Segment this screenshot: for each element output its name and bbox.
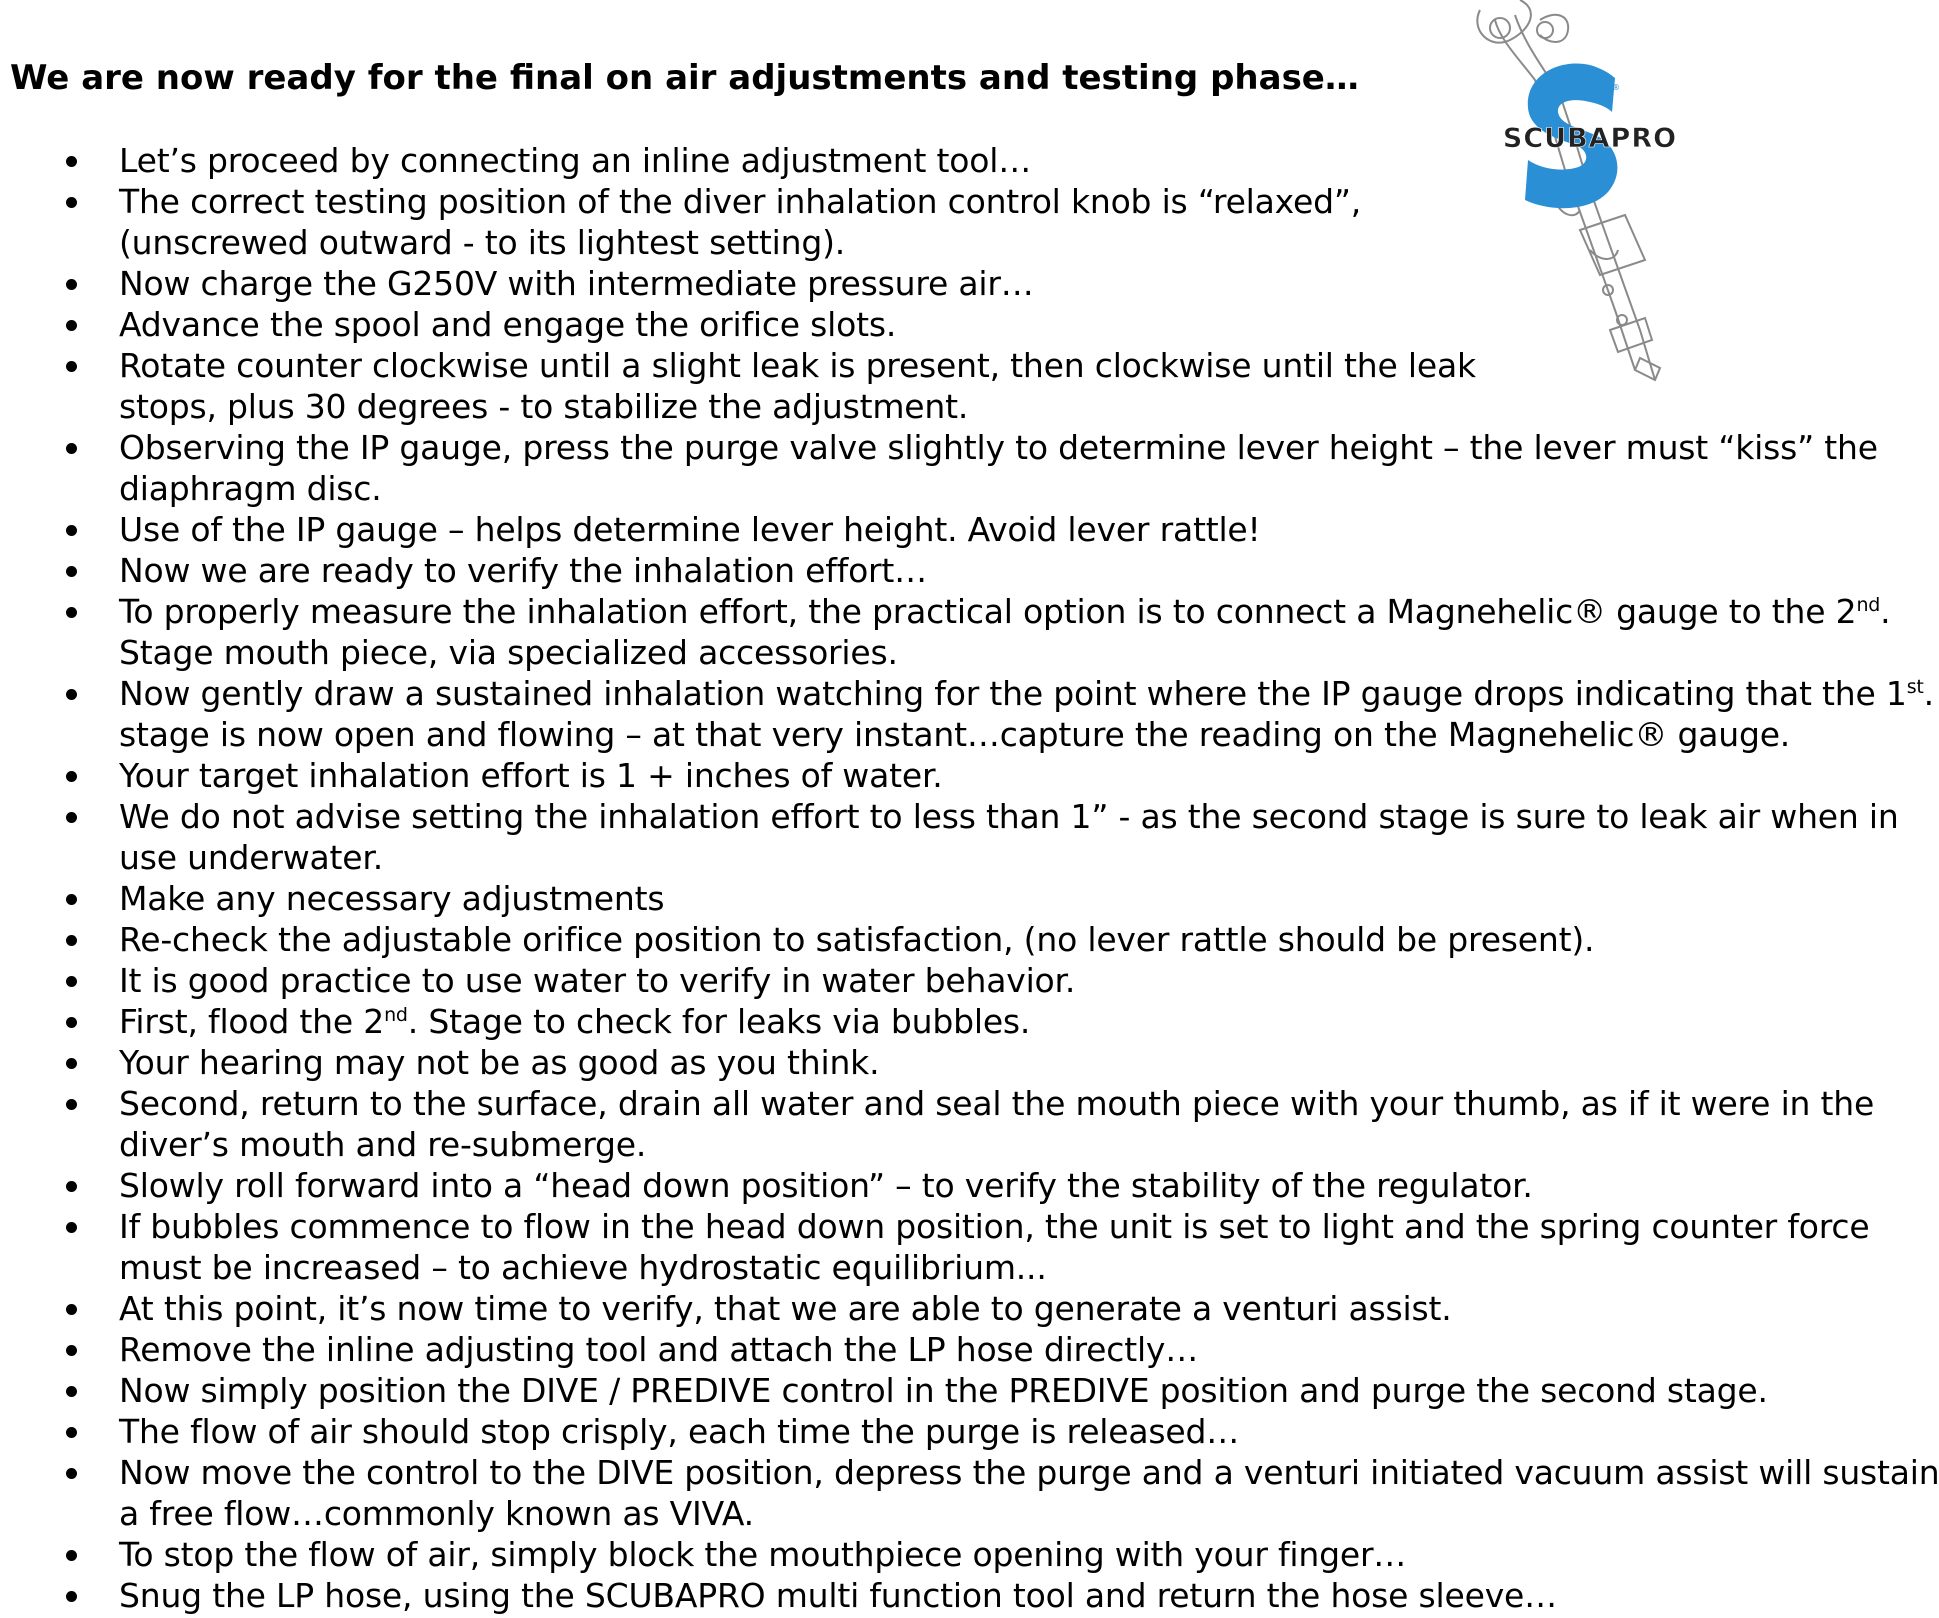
list-item bbox=[0, 1411, 1794, 1452]
list-item-text-part: First, flood the 2 bbox=[119, 1002, 385, 1041]
list-item-text: Remove the inline adjusting tool and attach the LP hose directly… bbox=[119, 1330, 1199, 1369]
list-item bbox=[0, 1042, 1794, 1083]
list-item bbox=[0, 550, 1794, 591]
list-item-text: Observing the IP gauge, press the purge valve slightly to determine lever height – the lever must “kiss” the bbox=[119, 428, 1878, 467]
list-item-text: Now move the control to the DIVE position, depress the purge and a venturi initiated vacuum assist will sustain bbox=[119, 1453, 1939, 1492]
bullet-dot-icon bbox=[66, 1099, 77, 1110]
list-item bbox=[0, 878, 1794, 919]
list-item-text: diver’s mouth and re-submerge. bbox=[119, 1125, 647, 1164]
list-item bbox=[0, 1370, 1794, 1411]
bullet-dot-icon bbox=[66, 1427, 77, 1438]
list-item-text: Now simply position the DIVE / PREDIVE control in the PREDIVE position and purge the second stage. bbox=[119, 1371, 1768, 1410]
list-item bbox=[0, 960, 1794, 1001]
list-item-text-part: To properly measure the inhalation effort, the practical option is to connect a Magnehelic® gauge to the 2 bbox=[119, 592, 1857, 631]
list-item bbox=[0, 1001, 1794, 1042]
list-item bbox=[0, 1575, 1794, 1616]
list-item bbox=[0, 1452, 1939, 1534]
bullet-dot-icon bbox=[66, 607, 77, 618]
list-item bbox=[0, 1288, 1794, 1329]
registered-mark: ® bbox=[1612, 83, 1620, 92]
list-item-text: At this point, it’s now time to verify, that we are able to generate a venturi assist. bbox=[119, 1289, 1452, 1328]
list-item-text bbox=[119, 673, 1934, 714]
list-item bbox=[0, 919, 1794, 960]
bullet-dot-icon bbox=[66, 566, 77, 577]
list-item-text: must be increased – to achieve hydrostatic equilibrium... bbox=[119, 1248, 1047, 1287]
list-item-text: To stop the flow of air, simply block the mouthpiece opening with your finger… bbox=[119, 1535, 1407, 1574]
list-item-text: It is good practice to use water to verify in water behavior. bbox=[119, 961, 1076, 1000]
bullet-dot-icon bbox=[66, 812, 77, 823]
list-item bbox=[0, 591, 1891, 673]
bullet-dot-icon bbox=[66, 279, 77, 290]
list-item-text: Stage mouth piece, via specialized accessories. bbox=[119, 633, 898, 672]
list-item-text: Your hearing may not be as good as you think. bbox=[119, 1043, 880, 1082]
bullet-dot-icon bbox=[66, 1386, 77, 1397]
ordinal-suffix: nd bbox=[384, 1004, 408, 1026]
bullet-dot-icon bbox=[66, 1304, 77, 1315]
bullet-dot-icon bbox=[66, 361, 77, 372]
list-item bbox=[0, 509, 1794, 550]
list-item-text-part: . Stage to check for leaks via bubbles. bbox=[407, 1002, 1031, 1041]
list-item bbox=[0, 1329, 1794, 1370]
list-item-text: Snug the LP hose, using the SCUBAPRO multi function tool and return the hose sleeve… bbox=[119, 1576, 1557, 1615]
list-item-text: Now charge the G250V with intermediate pressure air… bbox=[119, 264, 1034, 303]
bullet-dot-icon bbox=[66, 197, 77, 208]
list-item bbox=[0, 304, 1794, 345]
bullet-dot-icon bbox=[66, 1550, 77, 1561]
list-item bbox=[0, 1165, 1794, 1206]
bullet-dot-icon bbox=[66, 1345, 77, 1356]
list-item-text: a free flow…commonly known as VIVA. bbox=[119, 1494, 754, 1533]
list-item bbox=[0, 1083, 1875, 1165]
bullet-dot-icon bbox=[66, 771, 77, 782]
list-item-text: (unscrewed outward - to its lightest setting). bbox=[119, 223, 846, 262]
list-item bbox=[0, 181, 1794, 263]
bullet-dot-icon bbox=[66, 525, 77, 536]
list-item bbox=[0, 427, 1878, 509]
list-item-text: stops, plus 30 degrees - to stabilize the adjustment. bbox=[119, 387, 969, 426]
list-item-text: Second, return to the surface, drain all water and seal the mouth piece with your thumb, as if it were in the bbox=[119, 1084, 1875, 1123]
list-item-text-part: . bbox=[1880, 592, 1891, 631]
list-item bbox=[0, 345, 1794, 427]
list-item-text: Rotate counter clockwise until a slight leak is present, then clockwise until the leak bbox=[119, 346, 1476, 385]
list-item bbox=[0, 1534, 1794, 1575]
list-item bbox=[0, 796, 1899, 878]
list-item-text: stage is now open and flowing – at that very instant…capture the reading on the Magnehelic® gauge. bbox=[119, 715, 1791, 754]
bullet-dot-icon bbox=[66, 443, 77, 454]
list-item-text bbox=[119, 591, 1891, 632]
ordinal-suffix: st bbox=[1906, 676, 1924, 698]
list-item-text: Advance the spool and engage the orifice slots. bbox=[119, 305, 897, 344]
list-item-text: use underwater. bbox=[119, 838, 384, 877]
list-item-text: The correct testing position of the diver inhalation control knob is “relaxed”, bbox=[119, 182, 1362, 221]
list-item-text: Now we are ready to verify the inhalation effort… bbox=[119, 551, 927, 590]
list-item-text: Slowly roll forward into a “head down position” – to verify the stability of the regulator. bbox=[119, 1166, 1533, 1205]
bullet-dot-icon bbox=[66, 1222, 77, 1233]
list-item bbox=[0, 673, 1934, 755]
list-item-text: Your target inhalation effort is 1 + inches of water. bbox=[119, 756, 943, 795]
page-heading: We are now ready for the final on air adjustments and testing phase… bbox=[10, 58, 1359, 98]
bullet-dot-icon bbox=[66, 1017, 77, 1028]
list-item bbox=[0, 1206, 1870, 1288]
list-item-text: Make any necessary adjustments bbox=[119, 879, 665, 918]
list-item-text: Let’s proceed by connecting an inline adjustment tool… bbox=[119, 141, 1032, 180]
list-item-text: If bubbles commence to flow in the head down position, the unit is set to light and the spring counter force bbox=[119, 1207, 1870, 1246]
bullet-dot-icon bbox=[66, 320, 77, 331]
list-item-text: Re-check the adjustable orifice position to satisfaction, (no lever rattle should be present). bbox=[119, 920, 1595, 959]
bullet-dot-icon bbox=[66, 1058, 77, 1069]
ordinal-suffix: nd bbox=[1856, 594, 1881, 616]
bullet-dot-icon bbox=[66, 689, 77, 700]
list-item-text bbox=[119, 1001, 1794, 1042]
bullet-dot-icon bbox=[66, 1468, 77, 1479]
list-item-text-part: Now gently draw a sustained inhalation watching for the point where the IP gauge drops indicating that the 1 bbox=[119, 674, 1907, 713]
bullet-dot-icon bbox=[66, 1181, 77, 1192]
list-item bbox=[0, 755, 1794, 796]
list-item-text: The flow of air should stop crisply, each time the purge is released… bbox=[119, 1412, 1240, 1451]
instruction-list bbox=[0, 140, 1939, 1616]
logo-text: SCUBAPRO bbox=[1502, 123, 1678, 154]
list-item-text: Use of the IP gauge – helps determine lever height. Avoid lever rattle! bbox=[119, 510, 1261, 549]
list-item-text-part: . bbox=[1923, 674, 1934, 713]
bullet-dot-icon bbox=[66, 156, 77, 167]
bullet-dot-icon bbox=[66, 1591, 77, 1602]
list-item bbox=[0, 263, 1794, 304]
bullet-dot-icon bbox=[66, 894, 77, 905]
bullet-dot-icon bbox=[66, 935, 77, 946]
list-item-text: We do not advise setting the inhalation effort to less than 1” - as the second stage is sure to leak air when in bbox=[119, 797, 1899, 836]
list-item-text: diaphragm disc. bbox=[119, 469, 382, 508]
bullet-dot-icon bbox=[66, 976, 77, 987]
list-item bbox=[0, 140, 1794, 181]
